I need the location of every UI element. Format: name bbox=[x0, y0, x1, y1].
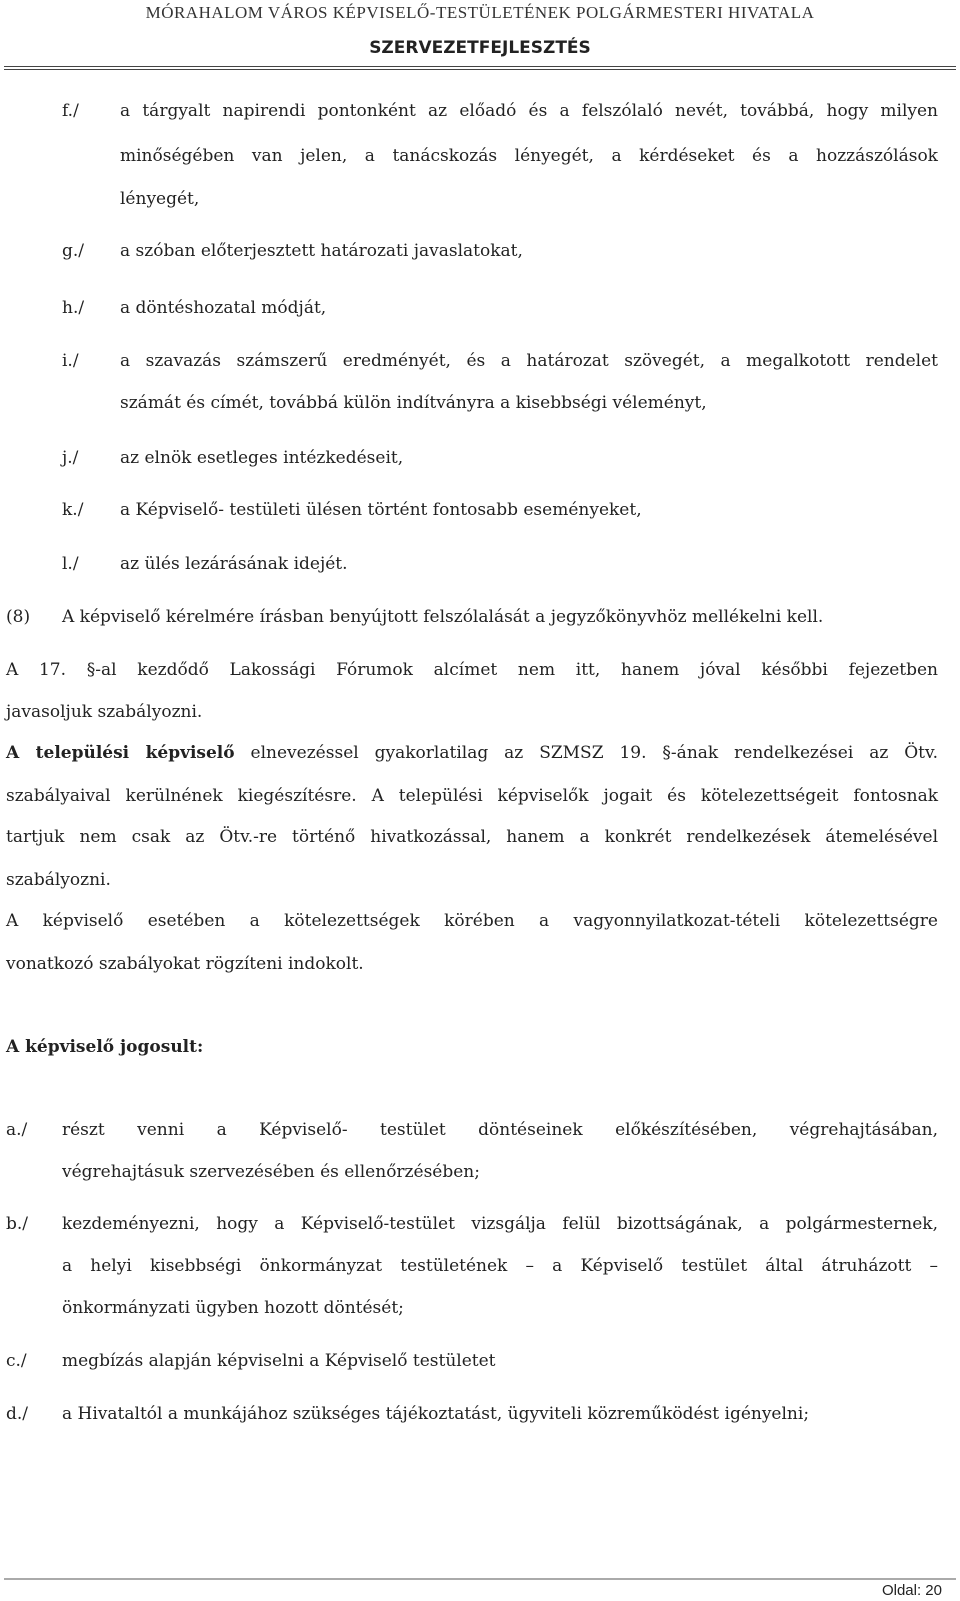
section-heading bbox=[6, 1024, 203, 1071]
list-item-text: az ülés lezárásának idejét. bbox=[120, 554, 348, 574]
paragraph-text: A képviselő kérelmére írásban benyújtott felszólalását a jegyzőkönyvhöz mellékelni kell. bbox=[62, 607, 824, 627]
list-label: g./ bbox=[62, 241, 85, 261]
comment-text: A 17. §-al kezdődő Lakossági Fórumok alcímet nem itt, hanem jóval későbbi fejezetben bbox=[6, 660, 938, 680]
section-heading-text: A képviselő jogosult: bbox=[6, 1037, 204, 1057]
list-label: k./ bbox=[62, 500, 84, 520]
list-label: b./ bbox=[6, 1214, 29, 1234]
list-item-text: a Hivataltól a munkájához szükséges tájékoztatást, ügyviteli közreműködést igényelni; bbox=[62, 1404, 810, 1424]
list-item-text: a Képviselő- testületi ülésen történt fontosabb eseményeket, bbox=[120, 500, 642, 520]
page-header bbox=[0, 0, 960, 58]
list-item-text: részt venni a Képviselő- testület döntéseinek előkészítésében, végrehajtásában, bbox=[62, 1120, 938, 1140]
header-institution: MÓRAHALOM VÁROS KÉPVISELŐ-TESTÜLETÉNEK POLGÁRMESTERI HIVATALA bbox=[145, 3, 815, 22]
list-label: a./ bbox=[6, 1120, 28, 1140]
comment-text: tartjuk nem csak az Ötv.-re történő hivatkozással, hanem a konkrét rendelkezések átemelésével bbox=[6, 827, 938, 847]
list-item-text: a szavazás számszerű eredményét, és a határozat szövegét, a megalkotott rendelet bbox=[120, 351, 938, 371]
list-item-text: számát és címét, továbbá külön indítványra a kisebbségi véleményt, bbox=[120, 393, 707, 413]
list-label: h./ bbox=[62, 298, 85, 318]
footer-rule bbox=[4, 1578, 956, 1580]
list-item-text: végrehajtásuk szervezésében és ellenőrzésében; bbox=[62, 1162, 480, 1182]
list-item-text: a szóban előterjesztett határozati javaslatokat, bbox=[120, 241, 523, 261]
header-section-title: SZERVEZETFEJLESZTÉS bbox=[369, 38, 591, 58]
comment-text: szabályozni. bbox=[6, 870, 111, 890]
header-rule-double bbox=[4, 69, 956, 70]
list-item-text: a helyi kisebbségi önkormányzat testületének – a Képviselő testület által átruházott – bbox=[62, 1256, 938, 1276]
paragraph-number: (8) bbox=[6, 607, 31, 627]
list-label: d./ bbox=[6, 1404, 29, 1424]
list-label: i./ bbox=[62, 351, 79, 371]
comment-text: javasoljuk szabályozni. bbox=[6, 702, 203, 722]
header-rule bbox=[4, 66, 956, 67]
list-item-text: a tárgyalt napirendi pontonként az előadó és a felszólaló nevét, továbbá, hogy milyen bbox=[120, 101, 938, 121]
list-item-text: minőségében van jelen, a tanácskozás lényegét, a kérdéseket és a hozzászólások bbox=[120, 146, 938, 166]
comment-text bbox=[6, 730, 938, 777]
list-item-text: lényegét, bbox=[120, 189, 200, 209]
comment-text: szabályaival kerülnének kiegészítésre. A települési képviselők jogait és kötelezettségeit fontosnak bbox=[6, 786, 938, 806]
bold-term: A települési képviselő bbox=[6, 743, 235, 763]
page-number: Oldal: 20 bbox=[881, 1582, 942, 1599]
list-item-text: az elnök esetleges intézkedéseit, bbox=[120, 448, 404, 468]
list-item-text: önkormányzati ügyben hozott döntését; bbox=[62, 1298, 404, 1318]
list-item-text: a döntéshozatal módját, bbox=[120, 298, 327, 318]
list-label: f./ bbox=[62, 101, 79, 121]
list-label: l./ bbox=[62, 554, 79, 574]
list-label: j./ bbox=[62, 448, 79, 468]
list-label: c./ bbox=[6, 1351, 27, 1371]
list-item-text: kezdeményezni, hogy a Képviselő-testület vizsgálja felül bizottságának, a polgármesternek, bbox=[62, 1214, 938, 1234]
comment-text: vonatkozó szabályokat rögzíteni indokolt. bbox=[6, 954, 364, 974]
comment-text-rest: elnevezéssel gyakorlatilag az SZMSZ 19. §-ának rendelkezései az Ötv. bbox=[234, 743, 938, 763]
comment-text: A képviselő esetében a kötelezettségek körében a vagyonnyilatkozat-tételi kötelezettségre bbox=[6, 911, 938, 931]
list-item-text: megbízás alapján képviselni a Képviselő testületet bbox=[62, 1351, 496, 1371]
